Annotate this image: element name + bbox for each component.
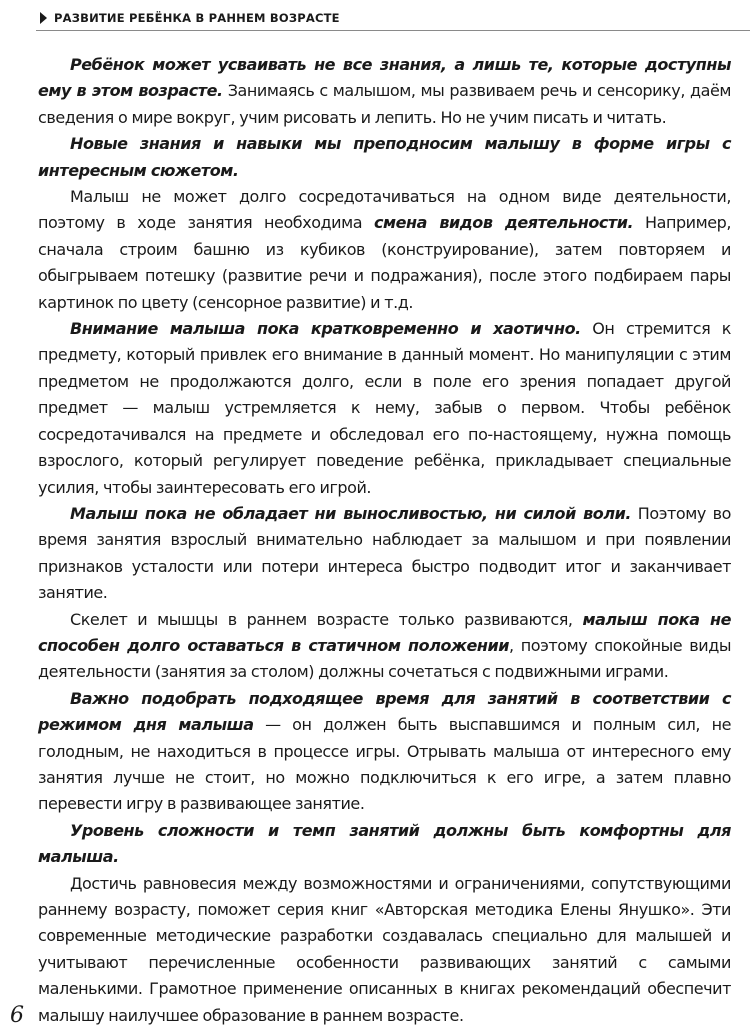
emphasis-text: Внимание малыша пока кратковременно и хаотично. (70, 319, 581, 339)
emphasis-text: Уровень сложности и темп занятий должны быть комфортны для малыша. (38, 820, 731, 867)
emphasis-text: Малыш пока не обладает ни выносливостью, ни силой воли. (70, 503, 631, 523)
paragraph-text: Малыш не может долго сосредотачиваться на одном виде деятельности, поэтому в ходе занятия необходима (38, 187, 731, 233)
paragraph (38, 184, 731, 316)
emphasis-text: Новые знания и навыки мы преподносим малышу в форме игры с интересным сюжетом. (38, 134, 731, 180)
paragraph-text: — он должен быть выспавшимся и полным сил, не голодным, не находиться в процессе игры. Отрывать малыша от интересного ему занятия лучше не стоит, но можно подключиться к его игре, а затем плавно перевести игру в развивающее занятие. (38, 715, 731, 814)
running-head-title: РАЗВИТИЕ РЕБЁНКА В РАННЕМ ВОЗРАСТЕ (54, 11, 340, 25)
paragraph (38, 607, 731, 686)
paragraph (38, 818, 731, 871)
paragraph-text: Скелет и мышцы в раннем возрасте только развиваются, (70, 609, 583, 629)
paragraph-text: Поэтому во время занятия взрослый внимательно наблюдает за малышом и при появлении признаков усталости или потери интереса быстро подводит итог и заканчивает занятие. (38, 503, 731, 603)
running-head (40, 8, 720, 28)
paragraph (38, 501, 731, 607)
triangle-marker-icon (40, 12, 47, 24)
paragraph-text: Он стремится к предмету, который привлек его внимание в данный момент. Но манипуляции с этим предметом не продолжаются долго, если в поле его зрения попадает другой предмет — малыш устремляется к нему, забыв о первом. Чтобы ребёнок сосредотачивался на предмете и обследовал его по-настоящему, нужна помощь взрослого, который регулирует поведение ребёнка, прикладывает специальные усилия, чтобы заинтересовать его игрой. (38, 319, 731, 497)
header-divider (36, 30, 750, 31)
paragraph (38, 316, 731, 501)
emphasis-text: смена видов деятельности. (373, 213, 634, 233)
paragraph (38, 131, 731, 184)
paragraph-text: , поэтому спокойные виды деятельности (занятия за столом) должны сочетаться с подвижными играми. (38, 635, 731, 682)
emphasis-text: Ребёнок может усваивать не все знания, а лишь те, которые доступны ему в этом возрасте. (38, 55, 731, 101)
emphasis-text: Важно подобрать подходящее время для занятий в соответствии с режимом дня малыша (38, 688, 731, 735)
paragraph (38, 871, 731, 1029)
page-number: 6 (10, 1003, 24, 1028)
paragraph (38, 686, 731, 818)
paragraph-text: Занимаясь с малышом, мы развиваем речь и сенсорику, даём сведения о мире вокруг, учим рисовать и лепить. Но не учим писать и читать. (38, 81, 731, 127)
emphasis-text: малыш пока не способен долго оставаться в статичном положении (38, 609, 731, 655)
paragraph (38, 52, 731, 131)
paragraph-text: Достичь равновесия между возможностями и ограничениями, сопутствующими раннему возрасту, поможет серия книг «Авторская методика Елены Янушко». Эти современные методические разработки создавалась специально для малышей и учитывают перечисленные особенности развивающих занятий с самыми маленькими. Грамотное применение описанных в книгах рекомендаций обеспечит малышу наилучшее образование в раннем возрасте. (38, 873, 731, 1025)
paragraph-text: Например, сначала строим башню из кубиков (конструирование), затем повторяем и обыгрываем потешку (развитие речи и подражания), после этого подбираем пары картинок по цвету (сенсорное развитие) и т.д. (38, 213, 731, 312)
body-text (38, 52, 731, 1029)
